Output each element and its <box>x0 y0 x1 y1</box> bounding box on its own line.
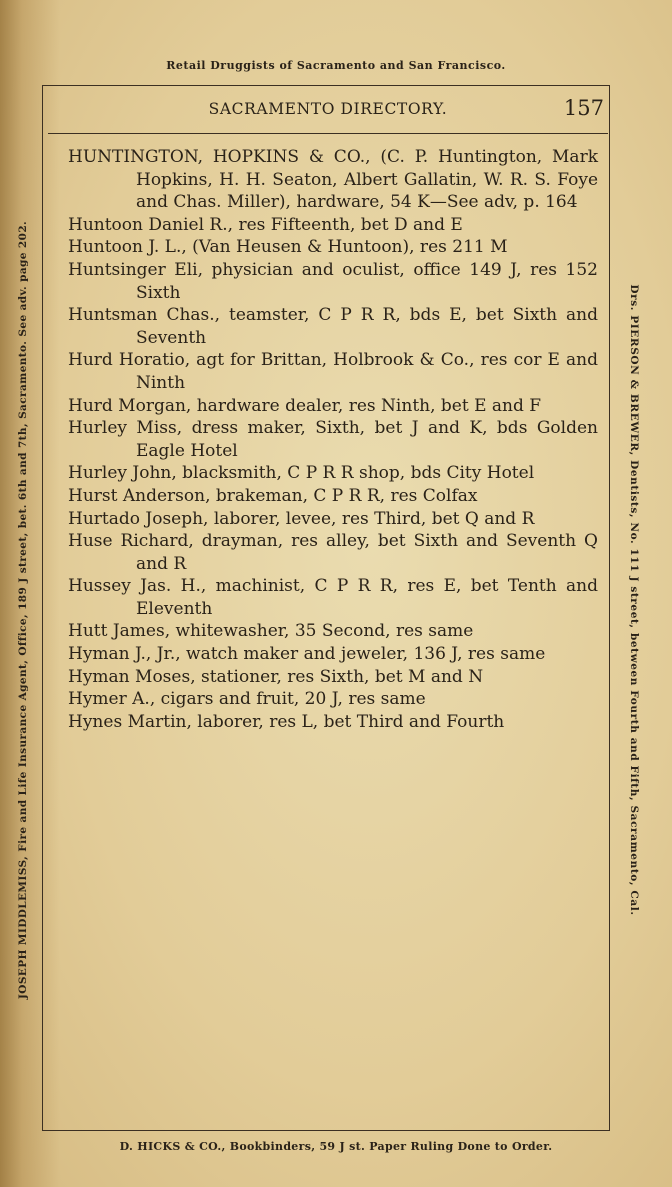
running-head <box>48 96 608 126</box>
directory-entries <box>68 146 598 733</box>
directory-entry: Hurley Miss, dress maker, Sixth, bet J and K, bds Golden Eagle Hotel <box>68 418 598 461</box>
directory-entry: Hurd Morgan, hardware dealer, res Ninth, bet E and F <box>68 395 542 416</box>
directory-entry: Hyman J., Jr., watch maker and jeweler, 136 J, res same <box>68 644 546 665</box>
directory-entry: Huntsman Chas., teamster, C P R R, bds E, bet Sixth and Seventh <box>68 305 598 348</box>
top-advert: Retail Druggists of Sacramento and San Francisco. <box>166 59 506 72</box>
header-rule <box>48 133 608 134</box>
directory-entry: Hussey Jas. H., machinist, C P R R, res E, bet Tenth and Eleventh <box>68 576 598 619</box>
directory-entry: Hurtado Joseph, laborer, levee, res Third, bet Q and R <box>68 508 535 529</box>
directory-entry: Huntoon J. L., (Van Heusen & Huntoon), res 211 M <box>68 237 508 258</box>
right-margin-advert: Drs. PIERSON & BREWER, Dentists, No. 111 J street, between Fourth and Fifth, Sacramento, Cal. <box>628 284 640 916</box>
directory-entry: Hurst Anderson, brakeman, C P R R, res Colfax <box>68 485 478 506</box>
page-number: 157 <box>563 96 604 120</box>
directory-entry: Hurley John, blacksmith, C P R R shop, bds City Hotel <box>68 463 535 484</box>
bottom-advert: D. HICKS & CO., Bookbinders, 59 J st. Paper Ruling Done to Order. <box>119 1140 553 1153</box>
directory-entry: Huntoon Daniel R., res Fifteenth, bet D and E <box>68 214 463 235</box>
directory-entry: Hymer A., cigars and fruit, 20 J, res same <box>68 689 426 710</box>
directory-title: SACRAMENTO DIRECTORY. <box>208 100 448 118</box>
directory-entry: Huse Richard, drayman, res alley, bet Sixth and Seventh Q and R <box>68 531 598 574</box>
directory-entry: Hutt James, whitewasher, 35 Second, res same <box>68 621 474 642</box>
directory-entry: Hynes Martin, laborer, res L, bet Third and Fourth <box>68 711 505 732</box>
directory-entry: Huntsinger Eli, physician and oculist, office 149 J, res 152 Sixth <box>68 259 598 303</box>
left-margin-advert: JOSEPH MIDDLEMISS, Fire and Life Insurance Agent, Office, 189 J street, bet. 6th and 7th, Sacramento. See adv. page 202. <box>17 220 29 1000</box>
directory-entry: HUNTINGTON, HOPKINS & CO., (C. P. Huntington, Mark Hopkins, H. H. Seaton, Albert Gallatin, W. R. S. Foye and Chas. Miller), hardware, 54 K—See adv, p. 164 <box>68 147 598 213</box>
directory-entry: Hyman Moses, stationer, res Sixth, bet M and N <box>68 666 484 687</box>
directory-entry: Hurd Horatio, agt for Brittan, Holbrook & Co., res cor E and Ninth <box>68 350 598 393</box>
